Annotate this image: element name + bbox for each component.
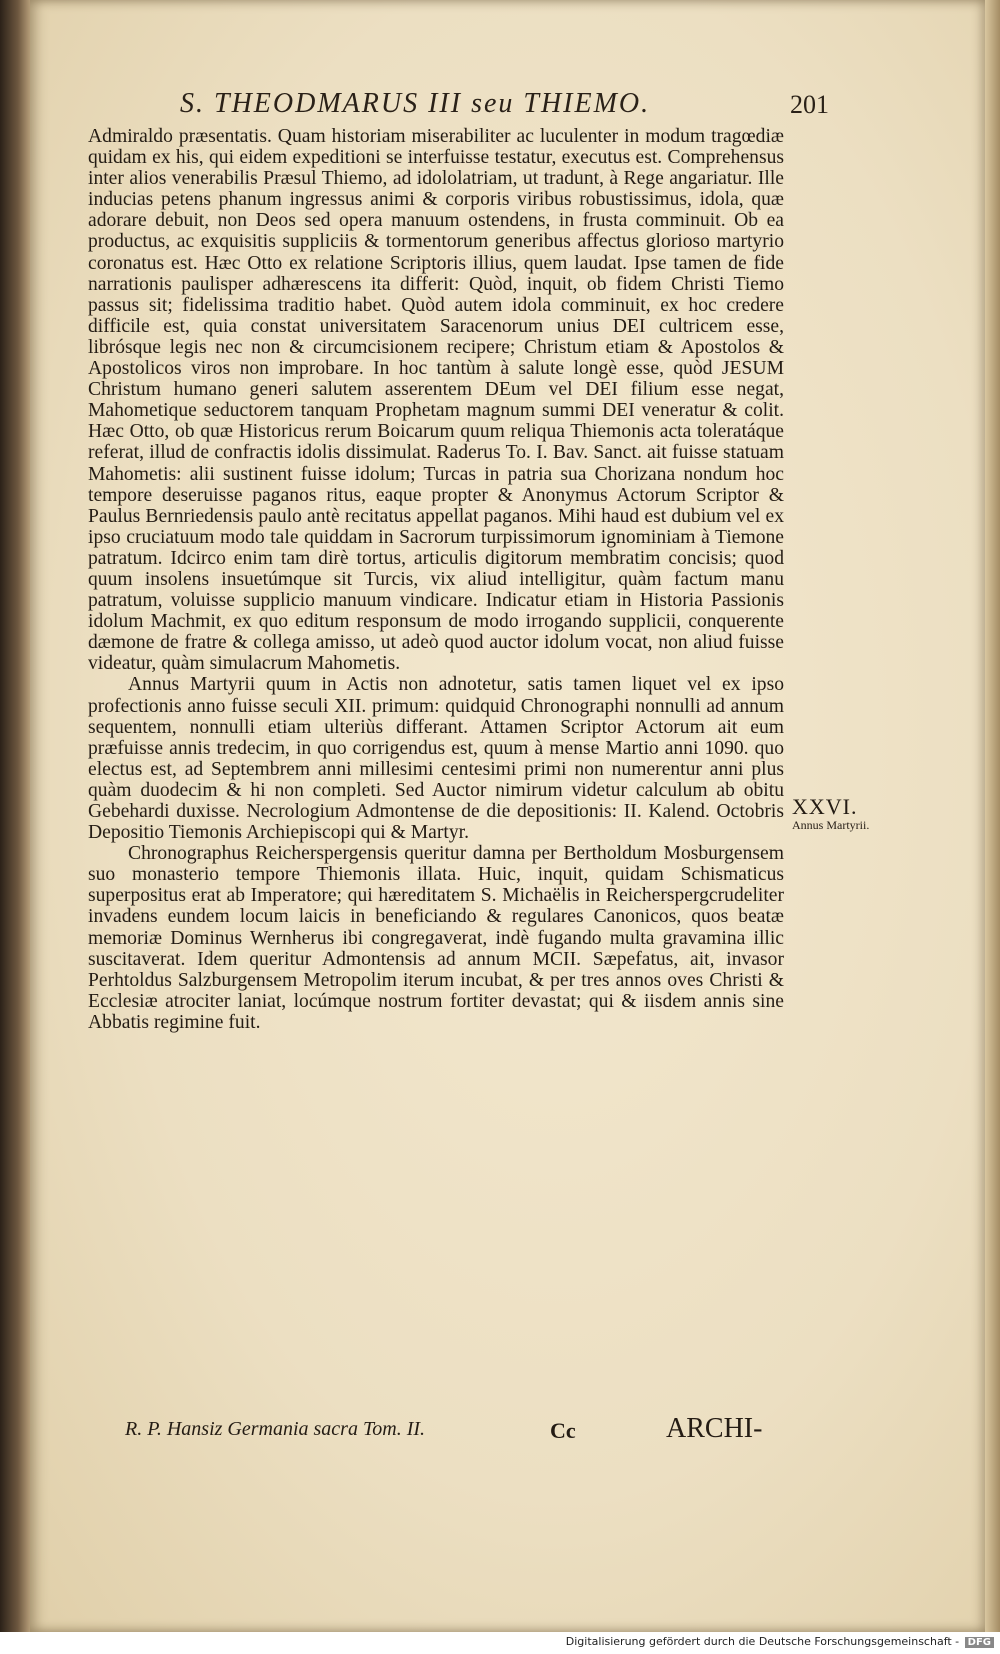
footer-source: R. P. Hansiz Germania sacra Tom. II. xyxy=(125,1418,426,1440)
paragraph-3: Chronographus Reicherspergensis queritur damna per Bertholdum Mosburgensem suo monasterio tempore Thiemonis illata. Huic, inquit, quidam Schismaticus superpositus erat ab Imperatore; qui hæreditatem S. Michaëlis in Reicherspergcrudeliter invadens eundem locum laicis in beneficiando & regulares Canonicos, quos beatæ memoriæ Dominus Wernherus ibi congregaverat, indè fugando multa gravamina illic suscitaverat. Idem queritur Admontensis ad annum MCII. Sæpefatus, ait, invasor Perhtoldus Salzburgensem Metropolim iterum incubat, & per tres annos oves Christi & Ecclesiæ atrociter laniat, locúmque nostrum fortiter devastat; qui & iisdem annis sine Abbatis regimine fuit. xyxy=(88,843,784,1033)
running-title: S. THEODMARUS III seu THIEMO. xyxy=(180,88,651,119)
paragraph-1: Admiraldo præsentatis. Quam historiam miserabiliter ac luculenter in modum tragœdiæ quidam ex his, qui eidem expeditioni se interfuisse testatur, executus est. Comprehensus inter alios venerabilis Præsul Thiemo, ad idololatriam, ut tradunt, à Rege angariatur. Ille inducias petens phanum ingressus animi & corporis viribus robustissimus, idola, quæ adorare debuit, non Deos sed opera manuum ostendens, in frusta comminuit. Ob ea productus, ac exquisitis suppliciis & tormentorum generibus affectus glorioso martyrio coronatus est. Hæc Otto ex relatione Scriptoris illius, quem laudat. Ipse tamen de fide narrationis paulisper adhærescens ita differit: Quòd, inquit, ob fidem Christi Tiemo passus sit; fidelissima traditio habet. Quòd autem idola comminuit, ex hoc credere difficile est, quia constat universitatem Saracenorum unius DEI cultricem esse, librósque legis nec non & circumcisionem recipere; Christum etiam & Apostolos & Apostolicos viros non improbare. In hoc tantùm à salute longè esse, quòd JESUM Christum humano generi salutem asserentem DEum vel DEI filium esse negat, Mahometique seductorem tanquam Prophetam magnum summi DEI veneratur & colit. Hæc Otto, ob quæ Historicus rerum Boicarum quum reliqua Thiemonis acta toleratáque referat, illud de confractis idolis dissimulat. Raderus To. I. Bav. Sanct. ait fuisse statuam Mahometis: alii sustinent fuisse idolum; Turcas in patria sua Chorizana nondum hoc tempore deseruisse paganos ritus, eaque propter & Anonymus Actorum Scriptor & Paulus Bernriedensis paulo antè recitatus appellat paganos. Mihi haud est dubium vel ex ipso cruciatuum modo tale quiddam in Sacrorum turpissimorum ignominiam à Tiemone patratum. Idcirco enim tam dirè tortus, articulis digitorum membratim concisis; quod quum insolens insuetúmque sit Turcis, vix aliud intelligitur, quàm factum manu patratum, voluisse supplicio manuum vindicare. Indicatur etiam in Historia Passionis idolum Machmit, ex quo editum responsum de modo irrogando supplicii, conquerente dæmone de fratre & collega amisso, ut adeò quod auctor idolum vocat, non aliud fuisse videatur, quàm simulacrum Mahometis. xyxy=(88,126,784,675)
margin-note-number: XXVI. xyxy=(792,794,858,819)
book-gutter xyxy=(0,0,30,1654)
credit-label: Digitalisierung gefördert durch die Deutsche Forschungsgemeinschaft - xyxy=(565,1635,960,1648)
credit-text xyxy=(566,1635,994,1648)
credit-bar xyxy=(0,1632,1000,1654)
dfg-logo-icon: DFG xyxy=(965,1637,994,1648)
paragraph-2: Annus Martyrii quum in Actis non adnotetur, satis tamen liquet vel ex ipso profectionis anno fuisse seculi XII. primum: quidquid Chronographi nonnulli ad annum sequentem, nonnulli etiam ulteriùs differant. Attamen Scriptor Actorum ait eum præfuisse annis tredecim, in quo corrigendus est, quum à mense Martio anni 1090. quo electus est, ad Septembrem anni millesimi centesimi primi non numerentur anni plus quàm duodecim & hi non completi. Sed Auctor nimirum videtur calculum ab obitu Gebehardi duxisse. Necrologium Admontense de die depositionis: II. Kalend. Octobris Depositio Tiemonis Archiepiscopi qui & Martyr. xyxy=(88,674,784,844)
main-text xyxy=(88,126,784,1033)
margin-note xyxy=(792,794,872,834)
signature-mark: Cc xyxy=(550,1418,576,1443)
page-edge xyxy=(985,0,1000,1632)
catchword: ARCHI- xyxy=(666,1413,763,1444)
margin-note-label: Annus Martyrii. xyxy=(792,818,870,832)
book-page xyxy=(30,0,985,1632)
page-number: 201 xyxy=(790,90,829,119)
